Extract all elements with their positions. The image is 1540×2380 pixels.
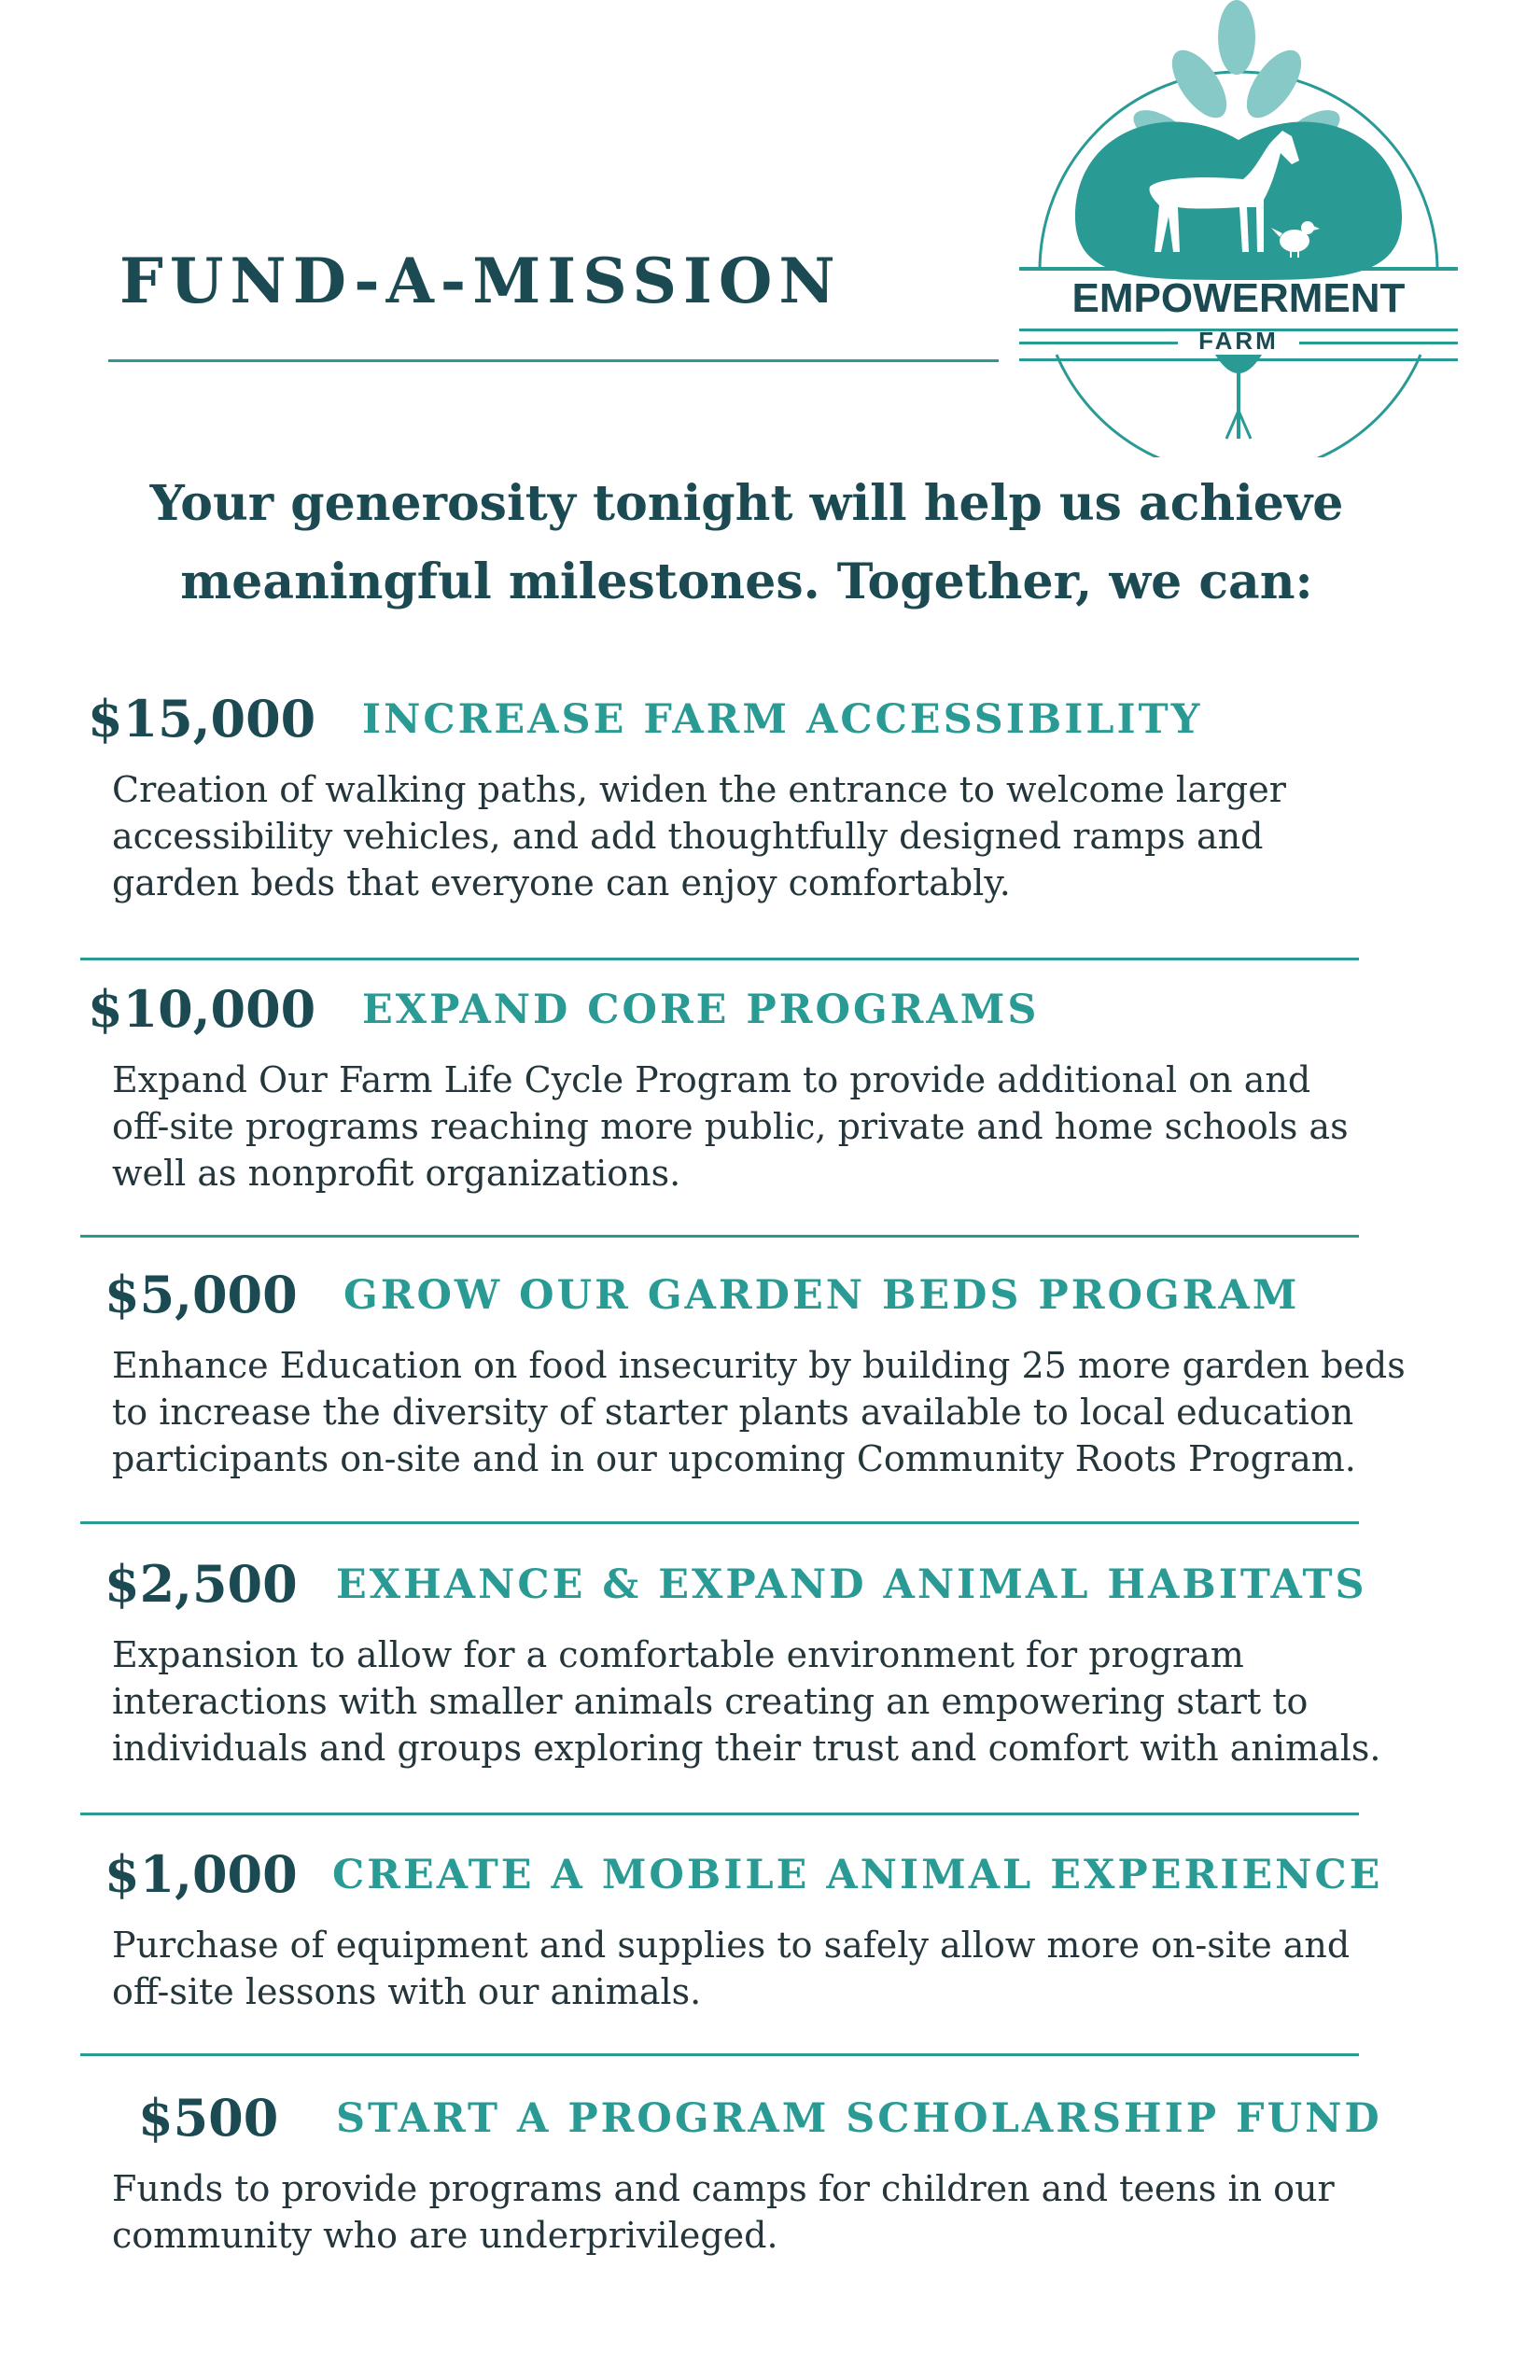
tier-description — [112, 766, 1437, 906]
tier-line: accessibility vehicles, and add thoughtfully designed ramps and — [112, 816, 1264, 857]
logo-subname: FARM — [1198, 327, 1279, 355]
title-divider — [108, 359, 999, 362]
intro-line-2: meaningful milestones. Together, we can: — [180, 553, 1313, 610]
tier-description — [112, 1342, 1437, 1482]
tier-description — [112, 2165, 1437, 2259]
tier-amount: $10,000 — [88, 979, 316, 1039]
tier-amount: $1,000 — [105, 1844, 298, 1904]
tier-divider — [80, 958, 1359, 960]
beet-icon — [1075, 0, 1402, 439]
tier-heading: EXPAND CORE PROGRAMS — [362, 987, 1040, 1033]
tier-line: participants on-site and in our upcoming Community Roots Program. — [112, 1438, 1356, 1479]
tier-line: Expand Our Farm Life Cycle Program to provide additional on and — [112, 1059, 1311, 1100]
tier-amount: $5,000 — [105, 1265, 298, 1324]
tier-line: well as nonprofit organizations. — [112, 1153, 681, 1194]
tier-line: Purchase of equipment and supplies to safely allow more on-site and — [112, 1925, 1351, 1966]
tier-line: off-site programs reaching more public, private and home schools as — [112, 1106, 1349, 1147]
tier-description — [112, 1922, 1437, 2015]
tier-divider — [80, 1813, 1359, 1815]
logo-name: EMPOWERMENT — [1071, 275, 1406, 321]
tier-heading: GROW OUR GARDEN BEDS PROGRAM — [343, 1272, 1300, 1319]
tier-line: garden beds that everyone can enjoy comfortably. — [112, 862, 1011, 903]
intro-text — [75, 465, 1419, 622]
intro-line-1: Your generosity tonight will help us achieve — [149, 475, 1344, 532]
tier-heading: START A PROGRAM SCHOLARSHIP FUND — [336, 2095, 1382, 2142]
tier-line: Enhance Education on food insecurity by building 25 more garden beds — [112, 1345, 1406, 1386]
tier-description — [112, 1631, 1437, 1771]
tier-line: individuals and groups exploring their trust and comfort with animals. — [112, 1728, 1381, 1769]
page-title: FUND-A-MISSION — [119, 245, 842, 317]
tier-amount: $15,000 — [88, 689, 316, 749]
empowerment-farm-logo — [1019, 0, 1458, 457]
tier-heading: INCREASE FARM ACCESSIBILITY — [362, 696, 1203, 743]
tier-divider — [80, 2053, 1359, 2056]
tier-line: Creation of walking paths, widen the entrance to welcome larger — [112, 769, 1286, 810]
tier-heading: CREATE A MOBILE ANIMAL EXPERIENCE — [332, 1852, 1383, 1898]
tier-description — [112, 1057, 1437, 1197]
tier-heading: EXHANCE & EXPAND ANIMAL HABITATS — [336, 1561, 1367, 1608]
tier-line: community who are underprivileged. — [112, 2215, 778, 2256]
tier-line: interactions with smaller animals creating an empowering start to — [112, 1681, 1309, 1722]
tier-divider — [80, 1235, 1359, 1238]
tier-line: to increase the diversity of starter plants available to local education — [112, 1392, 1354, 1433]
tier-divider — [80, 1521, 1359, 1524]
tier-amount: $2,500 — [105, 1554, 298, 1614]
tier-amount: $500 — [138, 2088, 279, 2148]
tier-line: Expansion to allow for a comfortable environment for program — [112, 1634, 1244, 1675]
tier-line: off-site lessons with our animals. — [112, 1971, 702, 2012]
tier-line: Funds to provide programs and camps for children and teens in our — [112, 2168, 1335, 2209]
